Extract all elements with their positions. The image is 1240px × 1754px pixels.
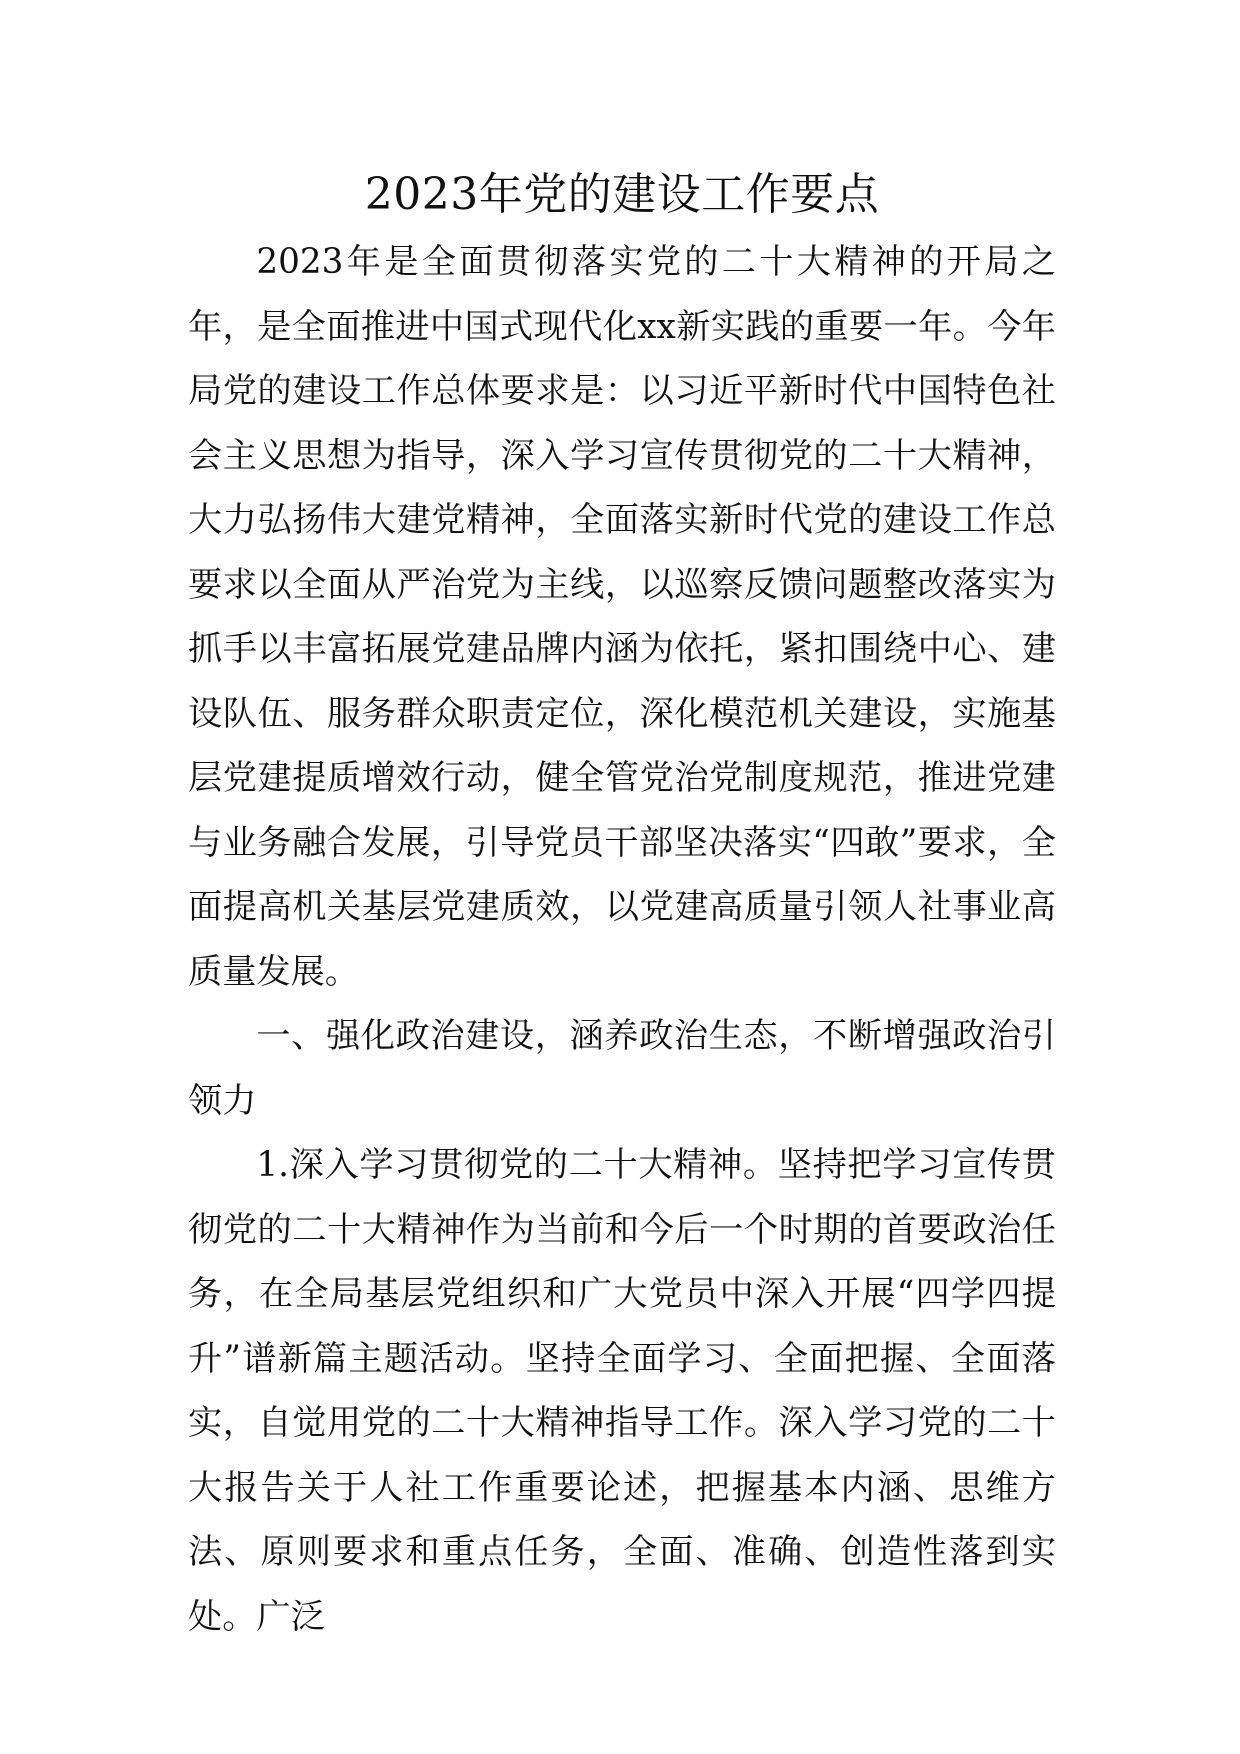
section-heading: 一、强化政治建设，涵养政治生态，不断增强政治引领力 [188, 1016, 1056, 1121]
document-page [188, 160, 1056, 1649]
intro-paragraph: 2023年是全面贯彻落实党的二十大精神的开局之年，是全面推进中国式现代化xx新实践的重要一年。今年局党的建设工作总体要求是：以习近平新时代中国特色社会主义思想为指导，深入学习宣传贯彻党的二十大精神，大力弘扬伟大建党精神，全面落实新时代党的建设工作总要求以全面从严治党为主线，以巡察反馈问题整改落实为抓手以丰富拓展党建品牌内涵为依托，紧扣围绕中心、建设队伍、服务群众职责定位，深化模范机关建设，实施基层党建提质增效行动，健全管党治党制度规范，推进党建与业务融合发展，引导党员干部坚决落实“四敢”要求，全面提高机关基层党建质效，以党建高质量引领人社事业高质量发展。 [188, 242, 1056, 992]
document-title: 2023年党的建设工作要点 [364, 169, 880, 220]
item-paragraph: 1.深入学习贯彻党的二十大精神。坚持把学习宣传贯彻党的二十大精神作为当前和今后一个时期的首要政治任务，在全局基层党组织和广大党员中深入开展“四学四提升”谱新篇主题活动。坚持全面学习、全面把握、全面落实，自觉用党的二十大精神指导工作。深入学习党的二十大报告关于人社工作重要论述，把握基本内涵、思维方法、原则要求和重点任务，全面、准确、创造性落到实处。广泛 [188, 1145, 1056, 1637]
